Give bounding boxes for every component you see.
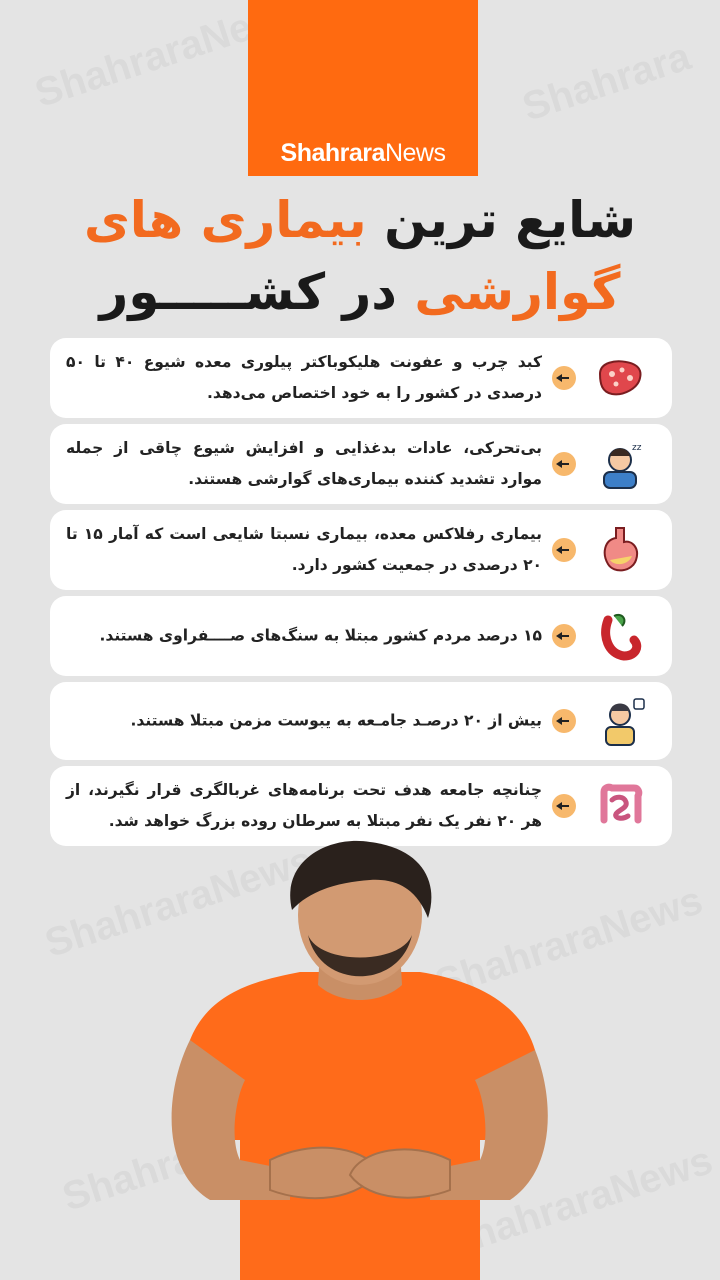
card-text: ۱۵ درصد مردم کشور مبتلا به سنگ‌های صــــفراوی هستند. [99,626,542,645]
man-holding-stomach-illustration [150,840,570,1280]
info-card-constipation [50,682,672,760]
watermark [517,34,696,130]
info-card-colon-cancer [50,766,672,846]
arrow-left-icon [552,452,576,476]
stomach-icon [594,524,646,576]
gallbladder-icon [594,610,646,662]
card-text: بی‌تحرکی، عادات بدغذایی و افزایش شیوع چاقی از جمله موارد تشدید کننده بیماری‌های گوارشی هستند. [66,439,542,488]
title-line-1 [0,190,720,250]
title-black-part: در کشـــــور [99,263,397,321]
title-line-2 [0,262,720,322]
arrow-left-icon [552,624,576,648]
arrow-left-icon [552,794,576,818]
tired-person-icon [594,438,646,490]
info-card-gallstones [50,596,672,676]
title-black-part: شایع ترین [384,191,637,249]
card-text: بیماری رفلاکس معده، بیماری نسبتا شایعی است که آمار ۱۵ تا ۲۰ درصدی در جمعیت کشور دارد. [66,525,542,574]
card-text: کبد چرب و عفونت هلیکوباکتر پیلوری معده شیوع ۴۰ تا ۵۰ درصدی در کشور را به خود اختصاص می‌دهد. [66,353,542,402]
card-text: چنانچه جامعه هدف تحت برنامه‌های غربالگری قرار نگیرند، از هر ۲۰ نفر یک نفر مبتلا به سرطان روده بزرگ خواهد شد. [66,781,542,830]
card-text: بیش از ۲۰ درصـد جامـعه به یبوست مزمن مبتلا هستند. [130,711,542,730]
info-card-lifestyle [50,424,672,504]
logo: ShahraraNews [280,139,446,167]
logo-box [248,0,478,176]
svg-text:zz: zz [632,443,642,453]
info-card-reflux [50,510,672,590]
title-orange-part: گوارشی [414,263,621,321]
arrow-left-icon [552,709,576,733]
liver-icon [594,352,646,404]
info-card-fatty-liver [50,338,672,418]
arrow-left-icon [552,366,576,390]
constipation-person-icon [594,695,646,747]
arrow-left-icon [552,538,576,562]
intestine-icon [594,780,646,832]
title-orange-part: بیماری های [83,191,367,249]
